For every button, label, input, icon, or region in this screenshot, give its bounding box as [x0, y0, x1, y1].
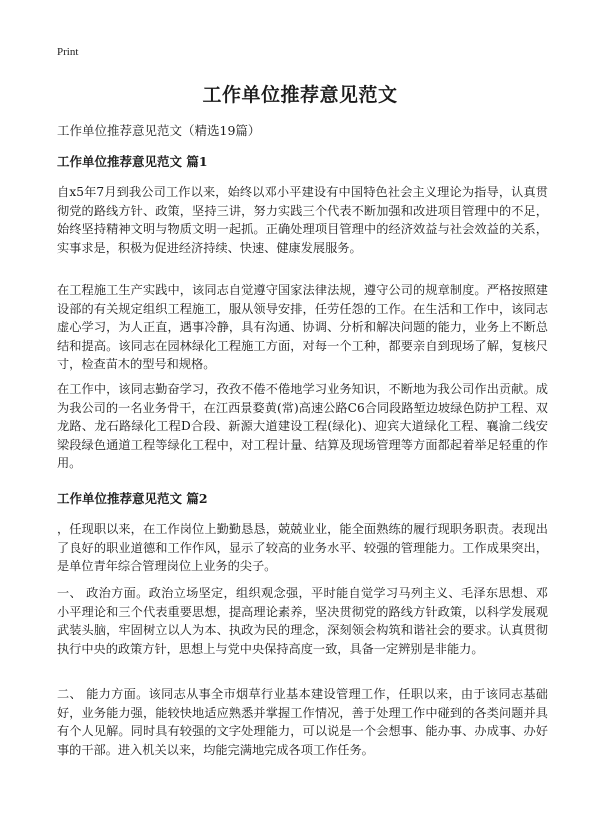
document-subtitle: 工作单位推荐意见范文（精选19篇）: [57, 123, 261, 138]
document-title: 工作单位推荐意见范文: [202, 84, 398, 106]
section-2-paragraph-1: ，任现职以来，在工作岗位上勤勤恳恳，兢兢业业，能全面熟练的履行现职务职责。表现出了良好的职业道德和工作作风，显示了较高的业务水平、较强的管理能力。工作成果突出，是单位青年综合管理岗位上业务的尖子。: [57, 522, 548, 574]
section-1-paragraph-1: 自x5年7月到我公司工作以来，始终以邓小平建设有中国特色社会主义理论为指导，认真贯彻党的路线方针、政策，坚持三讲，努力实践三个代表不断加强和改进项目管理中的不足，始终坚持精神文明与物质文明一起抓。正确处理项目管理中的经济效益与社会效益的关系，实事求是，积极为促进经济持续、快速、健康发展服务。: [57, 185, 548, 255]
section-1-paragraph-3: 在工作中，该同志勤奋学习，孜孜不倦不倦地学习业务知识，不断地为我公司作出贡献。成为我公司的一名业务骨干，在江西景婺黄(常)高速公路C6合同段路堑边坡绿色防护工程、双龙路、龙石路绿化工程D合段、新源大道建设工程(绿化)、迎宾大道绿化工程、襄渝二线安梁段绿色通道工程等绿化工程中，对工程计量、结算及现场管理等方面都起着举足轻重的作用。: [57, 382, 548, 471]
section-1-paragraph-2: 在工程施工生产实践中，该同志自觉遵守国家法律法规，遵守公司的规章制度。严格按照建设部的有关规定组织工程施工，服从领导安排，任劳任怨的工作。在生活和工作中，该同志虚心学习，为人正直，遇事冷静，具有沟通、协调、分析和解决问题的能力，业务上不断总结和提高。该同志在园林绿化工程施工方面，对每一个工种，都要亲自到现场了解，复核尺寸，检查苗木的型号和规格。: [57, 283, 548, 372]
section-heading-2: 工作单位推荐意见范文 篇2: [57, 491, 208, 506]
section-heading-1: 工作单位推荐意见范文 篇1: [57, 154, 208, 169]
section-2-paragraph-2: 一、 政治方面。政治立场坚定，组织观念强，平时能自觉学习马列主义、毛泽东思想、邓小平理论和三个代表重要思想，提高理论素养，坚决贯彻党的路线方针政策，以科学发展观武装头脑，牢固树立以人为本、执政为民的理念，深刻领会构筑和谐社会的要求。认真贯彻执行中央的政策方针，思想上与党中央保持高度一致，具备一定辨别是非能力。: [57, 586, 548, 656]
print-link[interactable]: Print: [57, 46, 79, 58]
section-2-paragraph-3: 二、 能力方面。该同志从事全市烟草行业基本建设管理工作，任职以来，由于该同志基础好，业务能力强，能较快地适应熟悉并掌握工作情况，善于处理工作中碰到的各类问题并具有个人见解。同时具有较强的文字处理能力，可以说是一个会想事、能办事、办成事、办好事的干部。进入机关以来，均能完满地完成各项工作任务。: [57, 687, 548, 757]
